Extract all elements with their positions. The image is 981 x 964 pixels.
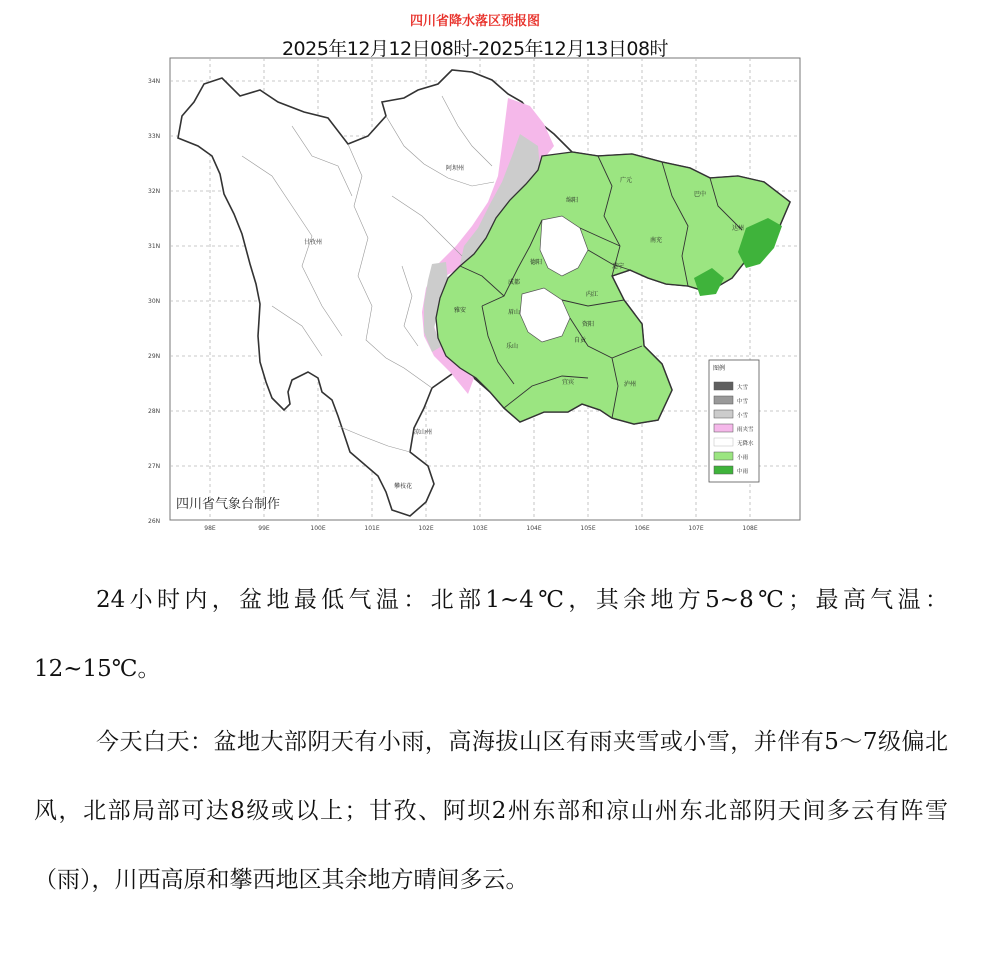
lon-tick: 100E [310, 525, 326, 532]
legend-swatch [714, 466, 733, 474]
temperature-paragraph: 24小时内，盆地最低气温：北部1~4℃，其余地方5~8℃；最高气温：12~15℃。 [34, 587, 948, 682]
lat-tick: 26N [148, 518, 161, 525]
place-label: 甘孜州 [304, 239, 323, 246]
lat-tick: 29N [148, 353, 161, 360]
place-label: 宜宾 [562, 379, 575, 386]
forecast-text [34, 566, 948, 915]
legend-swatch [714, 424, 733, 432]
place-label: 成都 [508, 279, 521, 286]
lon-tick: 98E [204, 525, 216, 532]
legend-label: 无降水 [737, 441, 754, 447]
place-label: 阿坝州 [446, 165, 465, 172]
map-legend [709, 360, 759, 482]
legend-label: 小雨 [737, 455, 749, 461]
weather-paragraph: 今天白天：盆地大部阴天有小雨，高海拔山区有雨夹雪或小雪，并伴有5～7级偏北风，北部局部可达8级或以上；甘孜、阿坝2州东部和凉山州东北部阴天间多云有阵雪（雨），川西高原和攀西地区其余地方晴间多云。 [34, 729, 948, 893]
legend-swatch [714, 452, 733, 460]
place-label: 南充 [650, 237, 663, 244]
place-label: 雅安 [454, 307, 467, 314]
lat-tick: 28N [148, 408, 161, 415]
lat-tick: 32N [148, 188, 161, 195]
lon-tick: 107E [688, 525, 704, 532]
place-label: 攀枝花 [394, 483, 413, 490]
lon-tick: 106E [634, 525, 650, 532]
lon-tick: 105E [580, 525, 596, 532]
legend-label: 中雪 [737, 399, 749, 405]
place-label: 内江 [586, 291, 599, 298]
place-label: 自贡 [574, 337, 587, 344]
lon-tick: 103E [472, 525, 488, 532]
map-title: 四川省降水落区预报图 [409, 14, 540, 29]
place-label: 眉山 [508, 309, 521, 316]
legend-label: 大雪 [737, 385, 749, 391]
lon-tick: 104E [526, 525, 542, 532]
place-label: 广元 [620, 177, 633, 184]
legend-title: 图例 [713, 365, 726, 372]
legend-swatch [714, 438, 733, 446]
lon-tick: 108E [742, 525, 758, 532]
place-label: 资阳 [582, 321, 595, 328]
legend-swatch [714, 396, 733, 404]
lat-tick: 30N [148, 298, 161, 305]
latitude-labels [148, 78, 160, 525]
place-label: 遂宁 [612, 263, 625, 270]
legend-label: 雨夹雪 [737, 427, 754, 433]
lat-tick: 31N [148, 243, 161, 250]
lon-tick: 99E [258, 525, 270, 532]
place-label: 德阳 [530, 259, 543, 266]
place-label: 达州 [732, 225, 745, 232]
precipitation-forecast-map [142, 6, 808, 532]
lon-tick: 101E [364, 525, 380, 532]
map-canvas [142, 6, 808, 532]
legend-swatch [714, 382, 733, 390]
legend-label: 小雪 [737, 413, 749, 419]
legend-swatch [714, 410, 733, 418]
lat-tick: 33N [148, 133, 161, 140]
lon-tick: 102E [418, 525, 434, 532]
longitude-labels [204, 525, 758, 532]
place-label: 乐山 [506, 343, 519, 350]
map-subtitle: 2025年12月12日08时-2025年12月13日08时 [281, 38, 669, 60]
legend-label: 中雨 [737, 469, 749, 475]
place-label: 巴中 [694, 191, 707, 198]
map-credit: 四川省气象台制作 [176, 497, 281, 512]
place-label: 绵阳 [566, 197, 579, 204]
lat-tick: 27N [148, 463, 161, 470]
place-label: 泸州 [624, 381, 637, 388]
lat-tick: 34N [148, 78, 161, 85]
place-label: 凉山州 [414, 429, 433, 436]
